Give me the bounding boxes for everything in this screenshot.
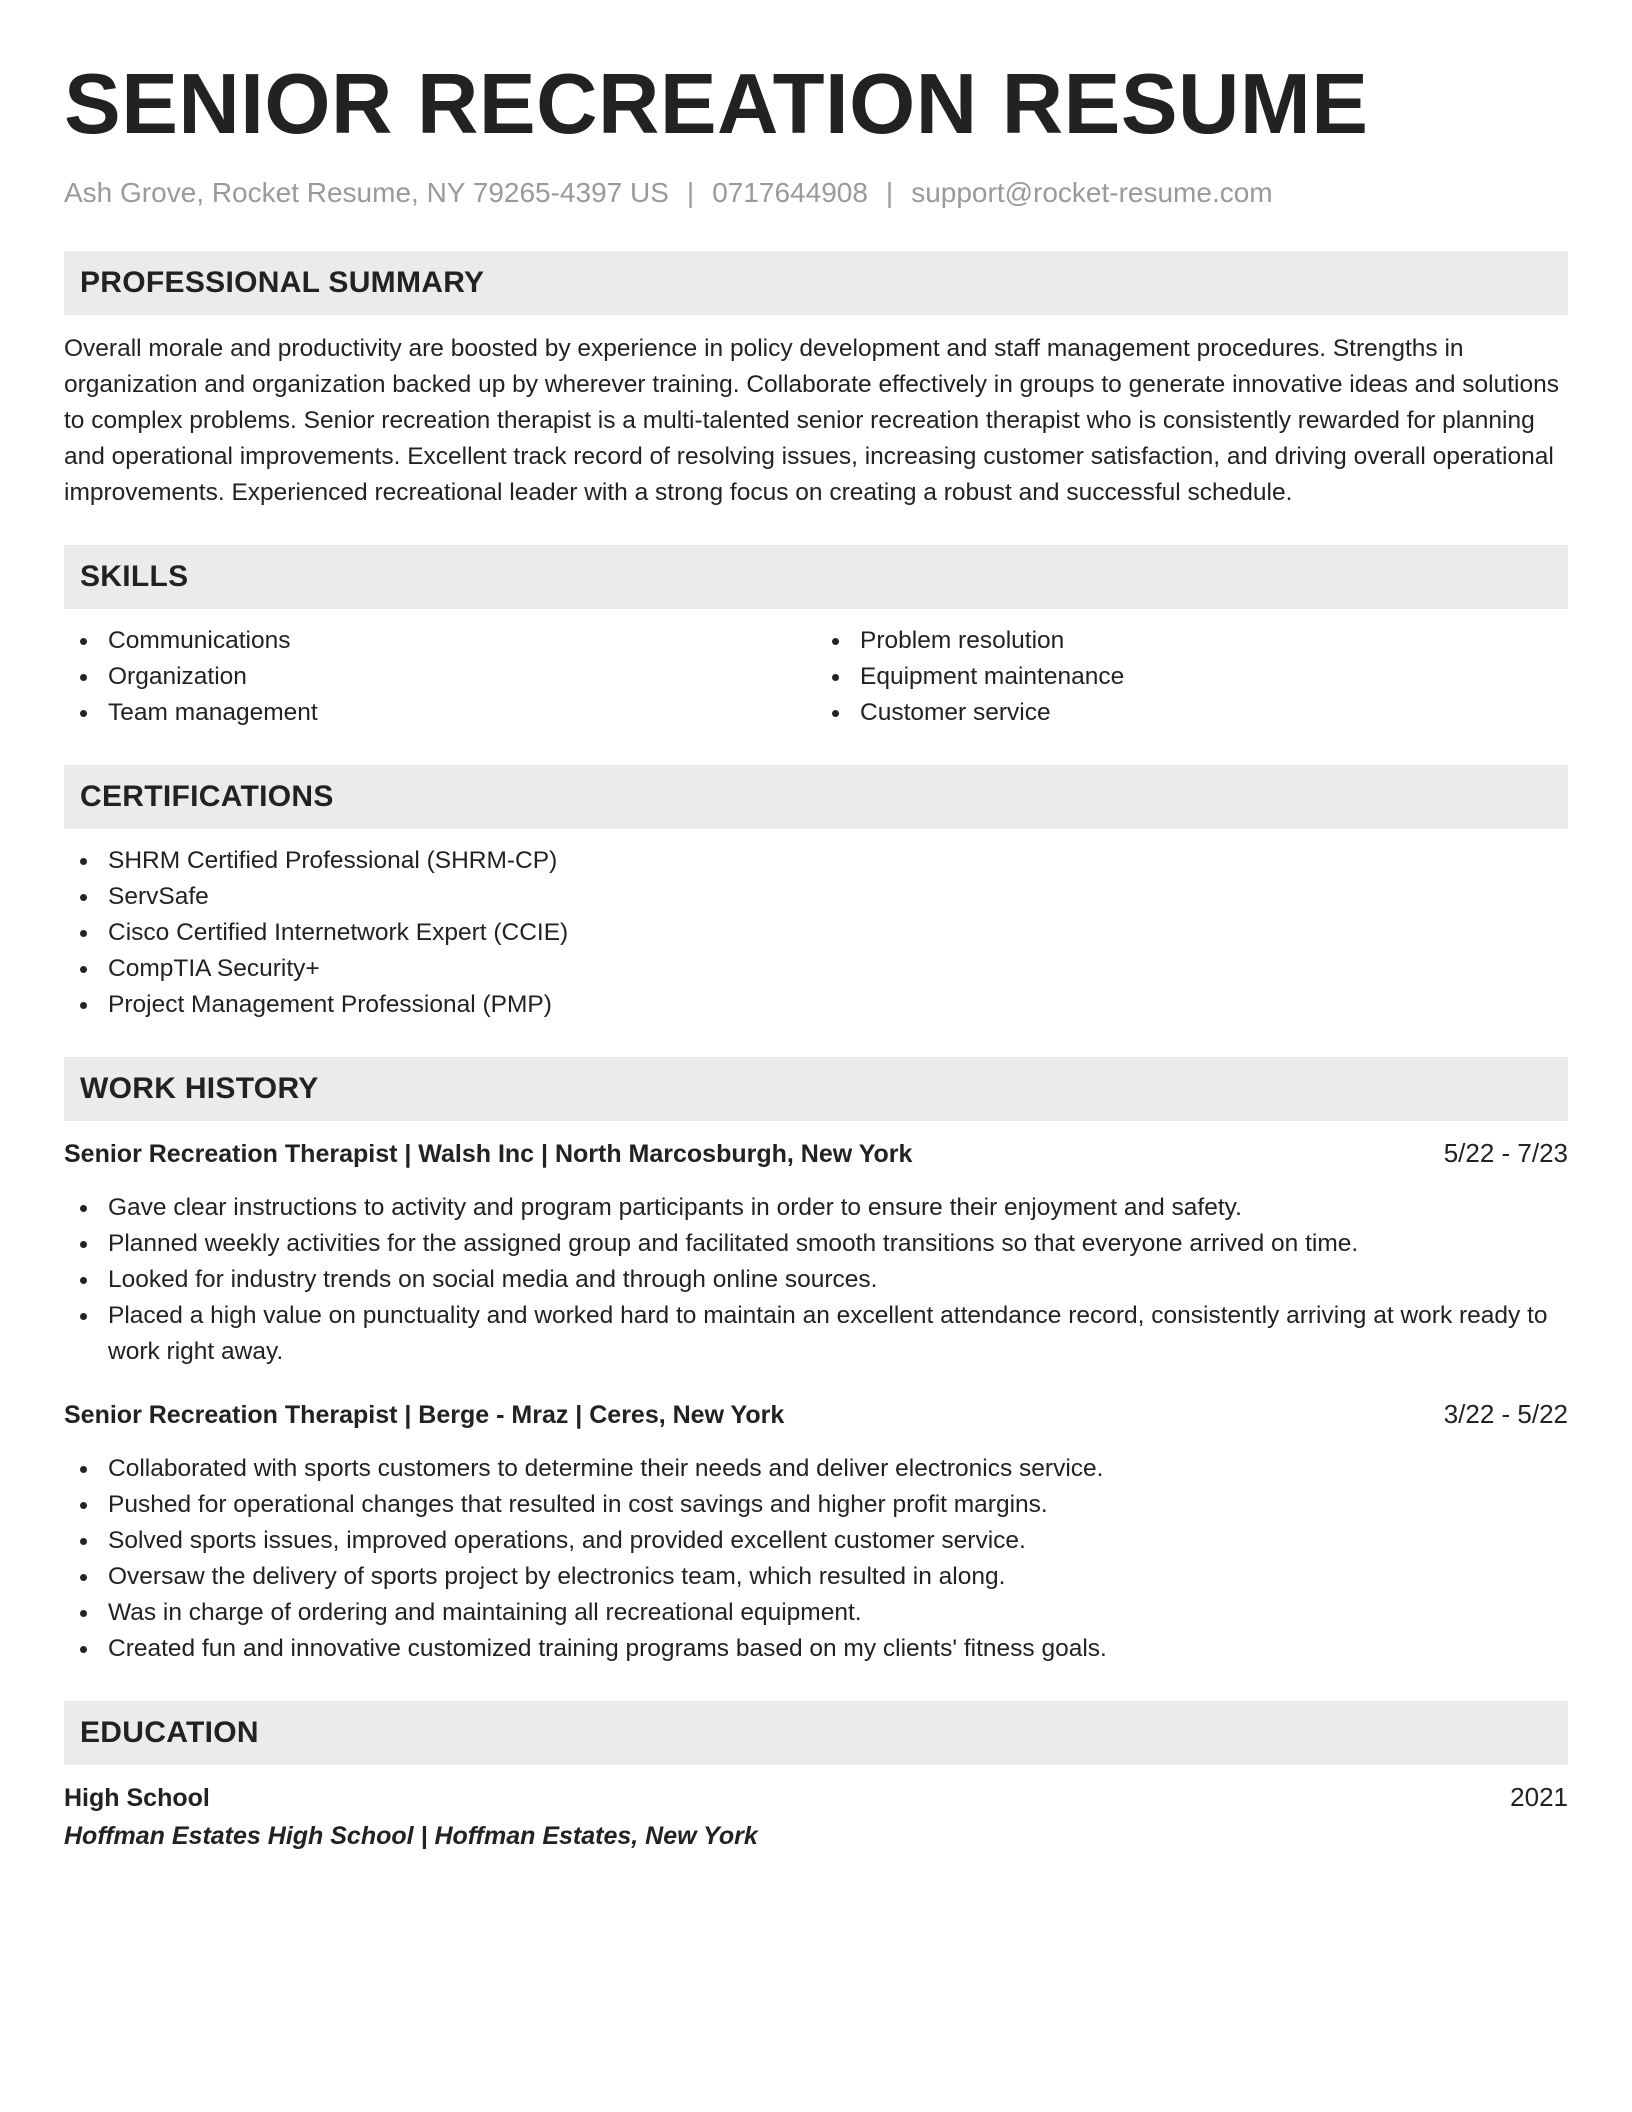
job-dates: 3/22 - 5/22 (1443, 1399, 1568, 1429)
job-header (64, 1396, 1568, 1433)
bullet-dot (80, 1466, 87, 1473)
bullet-dot (80, 930, 87, 937)
job-bullet: Collaborated with sports customers to determine their needs and deliver electronics service. (64, 1451, 1568, 1487)
job-dates: 5/22 - 7/23 (1443, 1138, 1568, 1168)
contact-line (64, 175, 1568, 211)
certification-item: ServSafe (64, 879, 1568, 915)
bullet-dot (80, 858, 87, 865)
skill-item: Organization (64, 659, 816, 695)
bullet-dot (80, 1502, 87, 1509)
education-header (64, 1779, 1568, 1816)
contact-separator: | (686, 177, 695, 208)
summary-text: Overall morale and productivity are boosted by experience in policy development and staff management procedures. Strengths in organization and organization backed up by wherever training. Collaborate effectively in groups to generate innovative ideas and solutions to complex problems. Senior recreation therapist is a multi-talented senior recreation therapist who is consistently rewarded for planning and operational improvements. Excellent track record of resolving issues, increasing customer satisfaction, and driving overall operational improvements. Experienced recreational leader with a strong focus on creating a robust and successful schedule. (64, 335, 1560, 506)
job-bullet: Looked for industry trends on social media and through online sources. (64, 1262, 1568, 1298)
job-bullet: Placed a high value on punctuality and worked hard to maintain an excellent attendance record, consistently arriving at work ready to work right away. (64, 1298, 1568, 1370)
skill-item: Team management (64, 695, 816, 731)
certification-item: Project Management Professional (PMP) (64, 987, 1568, 1023)
bullet-dot (80, 1241, 87, 1248)
job-bullet: Planned weekly activities for the assigned group and facilitated smooth transitions so that everyone arrived on time. (64, 1226, 1568, 1262)
job-bullet: Oversaw the delivery of sports project by electronics team, which resulted in along. (64, 1559, 1568, 1595)
contact-phone: 0717644908 (712, 177, 868, 208)
education-entry (64, 1779, 1568, 1854)
job-title: Senior Recreation Therapist | Berge - Mraz | Ceres, New York (64, 1401, 785, 1429)
bullet-dot (80, 710, 87, 717)
job-title: Senior Recreation Therapist | Walsh Inc | North Marcosburgh, New York (64, 1140, 913, 1168)
summary-heading: PROFESSIONAL SUMMARY (64, 251, 1568, 315)
bullet-dot (80, 1002, 87, 1009)
bullet-dot (80, 1610, 87, 1617)
contact-address: Ash Grove, Rocket Resume, NY 79265-4397 US (64, 177, 669, 208)
contact-separator: | (885, 177, 894, 208)
job-header (64, 1135, 1568, 1172)
bullet-dot (80, 1646, 87, 1653)
education-heading: EDUCATION (64, 1701, 1568, 1765)
job-bullet: Pushed for operational changes that resulted in cost savings and higher profit margins. (64, 1487, 1568, 1523)
work-history-section (64, 1057, 1568, 1667)
bullet-dot (80, 1205, 87, 1212)
education-section (64, 1701, 1568, 1854)
job-bullets (64, 1451, 1568, 1667)
skill-item: Equipment maintenance (816, 659, 1568, 695)
bullet-dot (80, 1313, 87, 1320)
bullet-dot (80, 638, 87, 645)
bullet-dot (832, 710, 839, 717)
certifications-heading: CERTIFICATIONS (64, 765, 1568, 829)
skills-right-list (816, 623, 1568, 731)
bullet-dot (80, 1574, 87, 1581)
job-entry (64, 1135, 1568, 1370)
skills-left-list (64, 623, 816, 731)
bullet-dot (80, 894, 87, 901)
bullet-dot (832, 674, 839, 681)
job-bullet: Created fun and innovative customized training programs based on my clients' fitness goals. (64, 1631, 1568, 1667)
skills-grid (64, 623, 1568, 731)
certification-item: CompTIA Security+ (64, 951, 1568, 987)
skills-section (64, 545, 1568, 731)
certifications-list (64, 843, 1568, 1023)
job-bullet: Gave clear instructions to activity and program participants in order to ensure their enjoyment and safety. (64, 1190, 1568, 1226)
education-school: Hoffman Estates High School | Hoffman Estates, New York (64, 1822, 758, 1850)
skill-item: Customer service (816, 695, 1568, 731)
certifications-section (64, 765, 1568, 1023)
contact-email: support@rocket-resume.com (911, 177, 1273, 208)
skills-heading: SKILLS (64, 545, 1568, 609)
work-history-heading: WORK HISTORY (64, 1057, 1568, 1121)
bullet-dot (80, 674, 87, 681)
resume-title: SENIOR RECREATION RESUME (64, 57, 1369, 152)
bullet-dot (80, 1538, 87, 1545)
skill-item: Communications (64, 623, 816, 659)
certification-item: Cisco Certified Internetwork Expert (CCIE) (64, 915, 1568, 951)
skill-item: Problem resolution (816, 623, 1568, 659)
bullet-dot (80, 966, 87, 973)
education-year: 2021 (1510, 1782, 1568, 1812)
job-bullet: Was in charge of ordering and maintaining all recreational equipment. (64, 1595, 1568, 1631)
summary-section (64, 251, 1568, 511)
job-bullet: Solved sports issues, improved operations, and provided excellent customer service. (64, 1523, 1568, 1559)
certification-item: SHRM Certified Professional (SHRM-CP) (64, 843, 1568, 879)
job-bullets (64, 1190, 1568, 1370)
bullet-dot (832, 638, 839, 645)
bullet-dot (80, 1277, 87, 1284)
education-degree: High School (64, 1784, 210, 1812)
job-entry (64, 1396, 1568, 1667)
